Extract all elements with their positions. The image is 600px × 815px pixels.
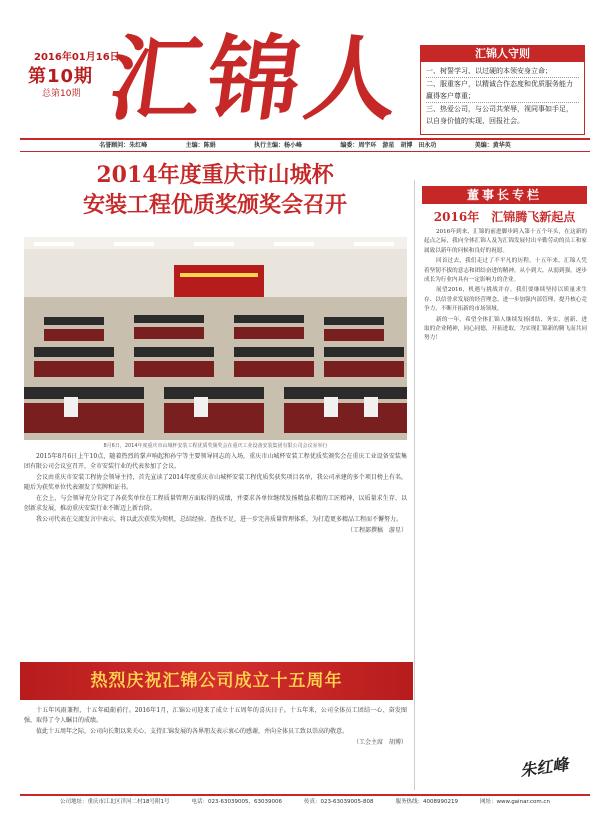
staff-item: 执行主编：杨小峰 [253, 142, 302, 149]
footer-website[interactable]: 网址：www.gainar.com.cn [479, 799, 550, 805]
photo-caption: 8月6日，2014年度重庆市山城杯安装工程优质奖颁奖会在重庆工业设备安装集团有限公司会议室举行 [103, 443, 328, 449]
article-paragraph: 会议由重庆市安装工程协会领导主持，首先宣读了2014年度重庆市山城杯安装工程优质奖获奖项目名单，我公司承建的多个项目榜上有名，随后为获奖单位代表颁发了奖牌和证书。 [24, 474, 407, 491]
footer-hotline: 服务热线：4008990219 [395, 799, 458, 805]
total-issue: 总第10期 [42, 89, 81, 99]
creed-item: 二、服重客户，以精诚合作态度和优质服务能力赢得客户尊重； [426, 78, 579, 103]
main-headline [20, 160, 410, 220]
anniversary-body [24, 706, 407, 749]
creed-item: 一、树誓学习、以过硬的本领安身立命； [426, 65, 579, 78]
staff-line [20, 138, 590, 152]
column-body [424, 228, 587, 345]
creed-item: 三、热爱公司，与公司共荣辱，视同事如手足，以自身价值的实现、回报社会。 [426, 105, 573, 125]
article-paragraph: 2015年8月6日上午10点，随着热烈的掌声响起和孙宁等主要领导同志的入场，重庆市山城杯安装工程优质奖颁奖会在重庆工业设备安装集团有限公司会议室召开，全市安装行业的代表参加了会议。 [24, 453, 407, 470]
creed-title: 汇锦人守则 [421, 46, 584, 62]
meeting-photo [24, 237, 407, 440]
chairman-signature: 朱红峰 [519, 754, 570, 781]
headline-line: 2014年度重庆市山城杯 [96, 162, 334, 188]
article-paragraph: 在会上，与会领导充分肯定了各获奖单位在工程质量管理方面取得的成绩，并要求各单位继续发扬精益求精的工匠精神，以质量求生存、以创新求发展，推动重庆安装行业不断迈上新台阶。 [24, 495, 407, 512]
footer [20, 794, 590, 810]
anniversary-banner: 热烈庆祝汇锦公司成立十五周年 [20, 662, 413, 700]
staff-item: 美编：黄华英 [474, 142, 511, 149]
column-paragraph: 2016年到来，汇锦的前进脚步跨入第十五个年头，在这新的起点之际，我向全体汇锦人及为汇锦发展付出辛勤劳动的员工和家属致以新年的问候和良好的祝愿。 [424, 229, 587, 254]
anniversary-source: （工会主席 胡博） [352, 739, 407, 746]
column-divider [414, 180, 415, 790]
article-paragraph: 我公司代表在交流发言中表示，将以此次获奖为契机，总结经验、查找不足，进一步完善质量管理体系，为打造更多精品工程而不懈努力。 [36, 516, 403, 523]
headline-line: 安装工程优质奖颁奖会召开 [82, 192, 347, 218]
meeting-photo-illustration [24, 237, 407, 440]
issue-number: 第10期 [28, 66, 94, 87]
footer-phone: 电话：023-63039005、63039006 [191, 799, 282, 805]
anniversary-paragraph: 十五年风雨兼程，十五年砥砺前行。2016年1月，汇锦公司迎来了成立十五周年的喜庆日子。十五年来，公司全体员工团结一心、奋发图强，取得了令人瞩目的成绩。 [24, 707, 407, 724]
paper-logo: 汇锦人 [102, 25, 412, 133]
footer-fax: 传真：023-63039005-808 [303, 799, 374, 805]
column-paragraph: 回首过去，我们走过了不平凡的历程。十五年来，汇锦人凭着坚韧不拔的意志和团结奋进的精神，从小到大、从弱到强，逐步成长为行业内具有一定影响力的企业。 [424, 258, 587, 284]
article-body [24, 452, 407, 537]
column-paragraph: 新的一年，希望全体汇锦人继续发扬团结、务实、创新、进取的企业精神，同心同德，开拓进取，为实现汇锦新的腾飞而共同努力！ [424, 316, 587, 342]
footer-address: 公司地址：重庆市江北区洋河二村18号附1号 [60, 799, 170, 805]
article-source: （工程部撰稿 游星） [346, 527, 407, 534]
staff-item: 主编：陈娟 [185, 142, 216, 149]
column-title: 董事长专栏 [422, 186, 587, 204]
column-paragraph: 展望2016，机遇与挑战并存。我们要继续坚持以质量求生存、以信誉求发展的经营理念，进一步加强内部管理，提升核心竞争力，不断开拓新的市场领域。 [424, 287, 587, 313]
anniversary-paragraph: 值此十五周年之际，公司向长期以来关心、支持汇锦发展的各界朋友表示衷心的感谢，并向全体员工致以崇高的敬意。 [36, 728, 349, 735]
column-heading: 2016年 汇锦腾飞新起点 [433, 210, 576, 224]
creed-box [420, 45, 585, 135]
staff-item: 编委：周宇环 游星 胡博 田永功 [340, 142, 437, 149]
issue-date: 2016年01月16日 [34, 52, 120, 63]
staff-item: 名誉顾问：朱红峰 [99, 142, 148, 149]
